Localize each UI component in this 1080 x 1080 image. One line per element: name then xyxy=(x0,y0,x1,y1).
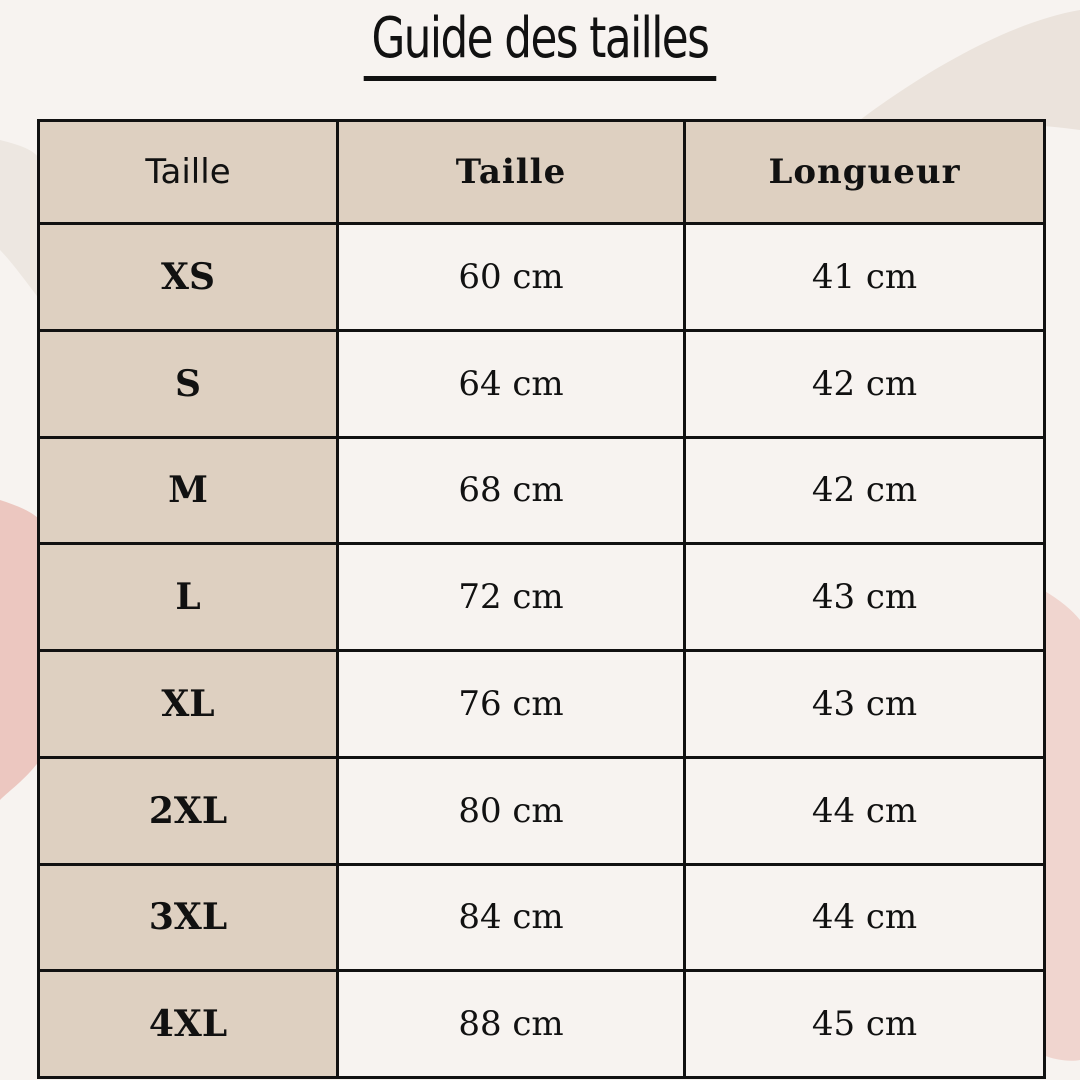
taille-cell: 60 cm xyxy=(338,224,685,331)
taille-cell: 84 cm xyxy=(338,864,685,971)
size-cell: 3XL xyxy=(39,864,338,971)
longueur-cell: 44 cm xyxy=(685,864,1045,971)
taille-cell: 64 cm xyxy=(338,330,685,437)
table-row xyxy=(39,757,1045,864)
longueur-cell: 42 cm xyxy=(685,437,1045,544)
taille-cell: 72 cm xyxy=(338,544,685,651)
longueur-cell: 41 cm xyxy=(685,224,1045,331)
table-row xyxy=(39,651,1045,758)
page-title-container xyxy=(0,0,1080,100)
beige-brush-stroke-left xyxy=(0,140,40,300)
table-row xyxy=(39,864,1045,971)
longueur-cell: 43 cm xyxy=(685,651,1045,758)
size-cell: M xyxy=(39,437,338,544)
pink-brush-stroke-left xyxy=(0,500,40,800)
longueur-cell: 45 cm xyxy=(685,971,1045,1078)
taille-cell: 88 cm xyxy=(338,971,685,1078)
longueur-cell: 43 cm xyxy=(685,544,1045,651)
table-row xyxy=(39,224,1045,331)
size-guide-table xyxy=(37,119,1046,1079)
size-cell: XL xyxy=(39,651,338,758)
table-row xyxy=(39,437,1045,544)
table-row xyxy=(39,971,1045,1078)
taille-cell: 68 cm xyxy=(338,437,685,544)
header-longueur: Longueur xyxy=(685,121,1045,224)
size-cell: 2XL xyxy=(39,757,338,864)
pink-brush-stroke-right xyxy=(1043,590,1080,1061)
header-size: Taille xyxy=(39,121,338,224)
longueur-cell: 42 cm xyxy=(685,330,1045,437)
table-row xyxy=(39,544,1045,651)
taille-cell: 76 cm xyxy=(338,651,685,758)
size-cell: S xyxy=(39,330,338,437)
longueur-cell: 44 cm xyxy=(685,757,1045,864)
taille-cell: 80 cm xyxy=(338,757,685,864)
page-title: Guide des tailles xyxy=(364,4,716,81)
table-row xyxy=(39,330,1045,437)
size-cell: XS xyxy=(39,224,338,331)
header-taille: Taille xyxy=(338,121,685,224)
size-cell: L xyxy=(39,544,338,651)
table-header-row xyxy=(39,121,1045,224)
size-cell: 4XL xyxy=(39,971,338,1078)
